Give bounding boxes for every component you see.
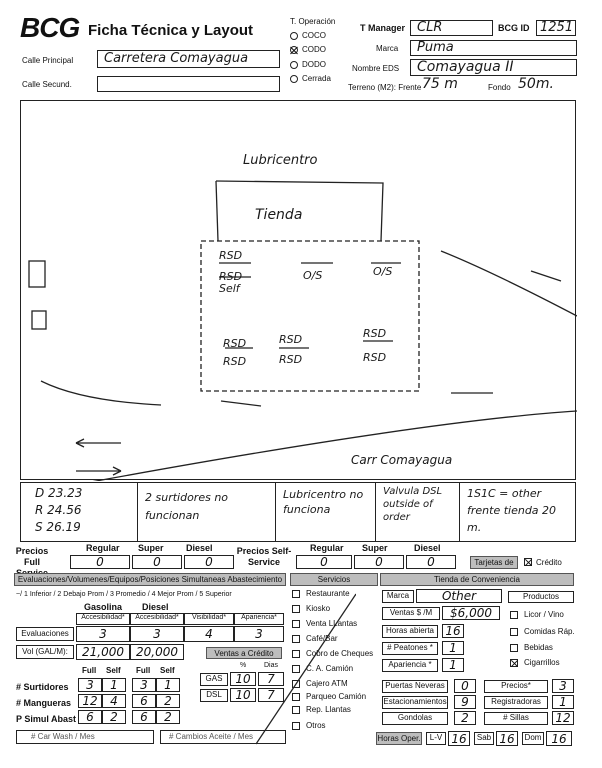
acc-dsl-header: Accesibilidad*: [130, 613, 184, 625]
srv-parqueo: Parqueo Camión: [306, 692, 367, 701]
visibilidad-header: Visibilidad*: [184, 613, 234, 625]
vol-dsl[interactable]: 20,000: [130, 644, 184, 660]
puertas-label: Puertas Neveras: [382, 680, 448, 693]
car-wash-label: # Car Wash / Mes: [31, 732, 95, 741]
puertas-field[interactable]: 0: [454, 679, 476, 693]
mangueras-label: # Mangueras: [16, 698, 72, 708]
full-diesel-field[interactable]: 0: [184, 555, 234, 569]
gasolina-label: Gasolina: [84, 602, 123, 612]
ventas-credito-header: Ventas a Crédito: [206, 647, 282, 659]
surt-self-gas[interactable]: 1: [102, 678, 126, 692]
notes-row: [20, 482, 576, 542]
srv-cafe: Café/Bar: [306, 634, 338, 643]
nombre-eds-field[interactable]: [410, 59, 577, 76]
eval-acc-dsl[interactable]: 3: [130, 626, 184, 642]
simul-self-gas[interactable]: 2: [102, 710, 126, 724]
registradoras-label: Registradoras: [484, 696, 548, 709]
evaluaciones-label: Evaluaciones: [16, 627, 74, 641]
fondo-value: 50m.: [518, 76, 554, 92]
srv-camion: C. A. Camión: [306, 664, 354, 673]
t-manager-field[interactable]: [410, 20, 493, 36]
dsl-credit-pct[interactable]: 10: [230, 688, 256, 702]
horas-oper-label: Horas Oper.: [377, 734, 421, 743]
layout-rsd-b2: RSD: [279, 353, 303, 366]
servicios-strike: [256, 590, 356, 750]
srv-kiosko: Kiosko: [306, 604, 331, 613]
sab-label: Sab: [474, 732, 494, 745]
sillas-field[interactable]: 12: [552, 711, 574, 725]
ventas-field[interactable]: $6,000: [442, 606, 500, 620]
layout-area: [20, 100, 576, 480]
gas-credit-pct[interactable]: 10: [230, 672, 256, 686]
layout-tienda: Tienda: [255, 207, 303, 223]
eval-visibilidad[interactable]: 4: [184, 626, 234, 642]
eval-scale: ~/ 1 Inferior / 2 Debajo Prom / 3 Promedio / 4 Mejor Prom / 5 Superior: [16, 591, 232, 598]
full-dsl-header: Full: [136, 666, 151, 675]
note-other: 1S1C = other frente tienda 20 m.: [467, 487, 557, 534]
srv-rep-llantas: Rep. Llantas: [306, 705, 351, 714]
apariencia-header: Apariencia*: [234, 613, 284, 625]
full-gas-header: Full: [82, 666, 97, 675]
diesel-eval-label: Diesel: [142, 602, 169, 612]
simul-label: P Simul Abast: [16, 714, 77, 724]
eval-acc-gas[interactable]: 3: [76, 626, 130, 642]
calle-principal-field[interactable]: [97, 50, 280, 68]
tarjetas-label: Tarjetas de: [470, 556, 518, 569]
registradoras-field[interactable]: 1: [552, 695, 574, 709]
t-manager-label: T Manager: [360, 23, 406, 33]
horas-label: Horas abierta: [382, 625, 438, 638]
srv-restaurante: Restaurante: [306, 589, 350, 598]
tienda-header: Tienda de Conveniencia: [380, 573, 574, 586]
dsl-credit-label: DSL: [200, 689, 228, 702]
diesel-label-full: Diesel: [186, 543, 213, 553]
cambios-aceite-label: # Cambios Aceite / Mes: [169, 732, 254, 741]
mang-self-dsl[interactable]: 2: [156, 694, 180, 708]
dodo-label: DODO: [302, 60, 326, 69]
note-valvula: Valvula DSL outside of order: [383, 486, 443, 523]
surtidores-label: # Surtidores: [16, 682, 69, 692]
prod-licor-cb[interactable]: [510, 611, 518, 619]
layout-rsd-self: RSD Self: [219, 270, 243, 295]
regular-label-self: Regular: [310, 543, 344, 553]
eval-section-header: Evaluaciones/Volumenes/Equipos/Posiciones Simultaneas Abastecimiento: [14, 573, 286, 586]
vol-label: Vol (GAL/M):: [16, 645, 74, 659]
radio-cerrada[interactable]: [290, 75, 298, 83]
prod-comidas: Comidas Ráp.: [524, 627, 575, 636]
layout-os1: O/S: [303, 269, 323, 282]
radio-codo[interactable]: [290, 46, 298, 54]
tienda-marca-label: Marca: [382, 590, 414, 603]
nombre-eds-label: Nombre EDS: [352, 64, 400, 73]
surt-full-dsl[interactable]: 3: [132, 678, 156, 692]
prod-bebidas-cb[interactable]: [510, 644, 518, 652]
prod-cigarrillos-cb[interactable]: [510, 659, 518, 667]
marca-label: Marca: [376, 44, 399, 53]
regular-label-full: Regular: [86, 543, 120, 553]
sillas-label: # Sillas: [484, 712, 548, 725]
gondolas-label: Gondolas: [382, 712, 448, 725]
layout-carr: Carr Comayagua: [351, 453, 453, 467]
tienda-marca-field[interactable]: Other: [416, 589, 502, 603]
t-manager-value: CLR: [417, 20, 443, 35]
tienda-apariencia-field[interactable]: 1: [442, 658, 464, 672]
srv-llantas: Venta LLantas: [306, 619, 358, 628]
credito-checkbox[interactable]: [524, 558, 532, 566]
calle-principal-value: Carretera Comayagua: [104, 51, 249, 66]
sab-field[interactable]: 16: [496, 731, 518, 746]
productos-header: Productos: [508, 591, 574, 603]
lv-field[interactable]: 16: [448, 731, 470, 746]
nombre-eds-value: Comayagua II: [417, 59, 514, 75]
layout-rsd-c: RSD: [363, 327, 387, 340]
bcg-logo: BCG: [20, 12, 80, 43]
layout-os2: O/S: [373, 265, 393, 278]
prod-bebidas: Bebidas: [524, 643, 553, 652]
peatones-field[interactable]: 1: [442, 641, 464, 655]
surt-full-gas[interactable]: 3: [78, 678, 102, 692]
coco-label: COCO: [302, 31, 326, 40]
layout-rsd-a2: RSD: [223, 355, 247, 368]
ventas-label: Ventas $ /M: [382, 607, 440, 620]
precios-full-label: Precios Full: [15, 546, 49, 567]
codo-label: CODO: [302, 45, 326, 54]
mang-self-gas[interactable]: 4: [102, 694, 126, 708]
layout-rsd-a: RSD: [223, 337, 247, 350]
calle-principal-label: Calle Principal: [22, 56, 74, 65]
precios-tienda-label: Precios*: [484, 680, 548, 693]
marca-field[interactable]: [410, 40, 577, 56]
terreno-label: Terreno (M2): Frente: [348, 83, 422, 92]
prod-comidas-cb[interactable]: [510, 628, 518, 636]
simul-full-dsl[interactable]: 6: [132, 710, 156, 724]
calle-secund-field[interactable]: [97, 76, 280, 92]
acc-gas-header: Accesibilidad*: [76, 613, 130, 625]
pct-header: %: [240, 662, 247, 669]
dias-header: Dias: [264, 662, 279, 669]
calle-secund-label: Calle Secund.: [22, 80, 72, 89]
simul-full-gas[interactable]: 6: [78, 710, 102, 724]
bcg-id-label: BCG ID: [498, 23, 530, 33]
servicios-header: Servicios: [290, 573, 378, 586]
radio-coco[interactable]: [290, 32, 298, 40]
prod-cigarrillos: Cigarrillos: [524, 658, 560, 667]
note-prices: D 23.23 R 24.56 S 26.19: [35, 486, 83, 534]
prod-licor: Licor / Vino: [524, 610, 564, 619]
full-super-field[interactable]: 0: [132, 555, 182, 569]
frente-value: 75 m: [422, 76, 458, 92]
self-diesel-field[interactable]: 0: [406, 555, 456, 569]
diesel-label-self: Diesel: [414, 543, 441, 553]
gas-credit-dias[interactable]: 7: [258, 672, 284, 686]
fondo-label: Fondo: [488, 83, 511, 92]
gas-credit-label: GAS: [200, 673, 228, 686]
horas-field[interactable]: 16: [442, 624, 464, 638]
estacionamientos-label: Estacionamientos: [382, 696, 448, 709]
self-regular-field[interactable]: 0: [296, 555, 352, 569]
super-label-full: Super: [138, 543, 164, 553]
dom-label: Dom: [522, 732, 544, 745]
note-surtidores: 2 surtidores no funcionan: [145, 491, 229, 522]
mang-full-dsl[interactable]: 6: [132, 694, 156, 708]
tienda-apariencia-label: Apariencia *: [382, 659, 438, 672]
radio-dodo[interactable]: [290, 61, 298, 69]
t-operacion-label: T. Operación: [290, 17, 336, 26]
peatones-label: # Peatones *: [382, 642, 438, 655]
bcg-id-value: 1251: [540, 20, 574, 35]
layout-lubricentro: Lubricentro: [243, 153, 318, 168]
estacionamientos-field[interactable]: 9: [454, 695, 476, 709]
simul-self-dsl[interactable]: 2: [156, 710, 180, 724]
super-label-self: Super: [362, 543, 388, 553]
vol-gas[interactable]: 21,000: [76, 644, 130, 660]
layout-rsd-b: RSD: [279, 333, 303, 346]
self-gas-header: Self: [106, 666, 121, 675]
full-regular-field[interactable]: 0: [70, 555, 130, 569]
gondolas-field[interactable]: 2: [454, 711, 476, 725]
self-super-field[interactable]: 0: [354, 555, 404, 569]
layout-rsd1: RSD: [219, 249, 243, 262]
srv-atm: Cajero ATM: [306, 679, 348, 688]
srv-cheques: Cobro de Cheques: [306, 649, 374, 658]
lv-label: L-V: [426, 732, 446, 745]
surt-self-dsl[interactable]: 1: [156, 678, 180, 692]
dsl-credit-dias[interactable]: 7: [258, 688, 284, 702]
eval-apariencia[interactable]: 3: [234, 626, 284, 642]
cerrada-label: Cerrada: [302, 74, 331, 83]
bcg-id-field[interactable]: [536, 20, 576, 36]
credito-label: Crédito: [536, 558, 562, 567]
note-lubricentro: Lubricentro no funciona: [283, 488, 364, 516]
car-wash-field[interactable]: [16, 730, 154, 744]
precios-tienda-field[interactable]: 3: [552, 679, 574, 693]
marca-value: Puma: [417, 40, 454, 55]
mang-full-gas[interactable]: 12: [78, 694, 102, 708]
layout-rsd-c2: RSD: [363, 351, 387, 364]
dom-field[interactable]: 16: [546, 731, 572, 746]
self-dsl-header: Self: [160, 666, 175, 675]
srv-otros: Otros: [306, 721, 326, 730]
precios-self-label: Precios Self-Service: [236, 546, 292, 567]
form-title: Ficha Técnica y Layout: [88, 22, 254, 39]
